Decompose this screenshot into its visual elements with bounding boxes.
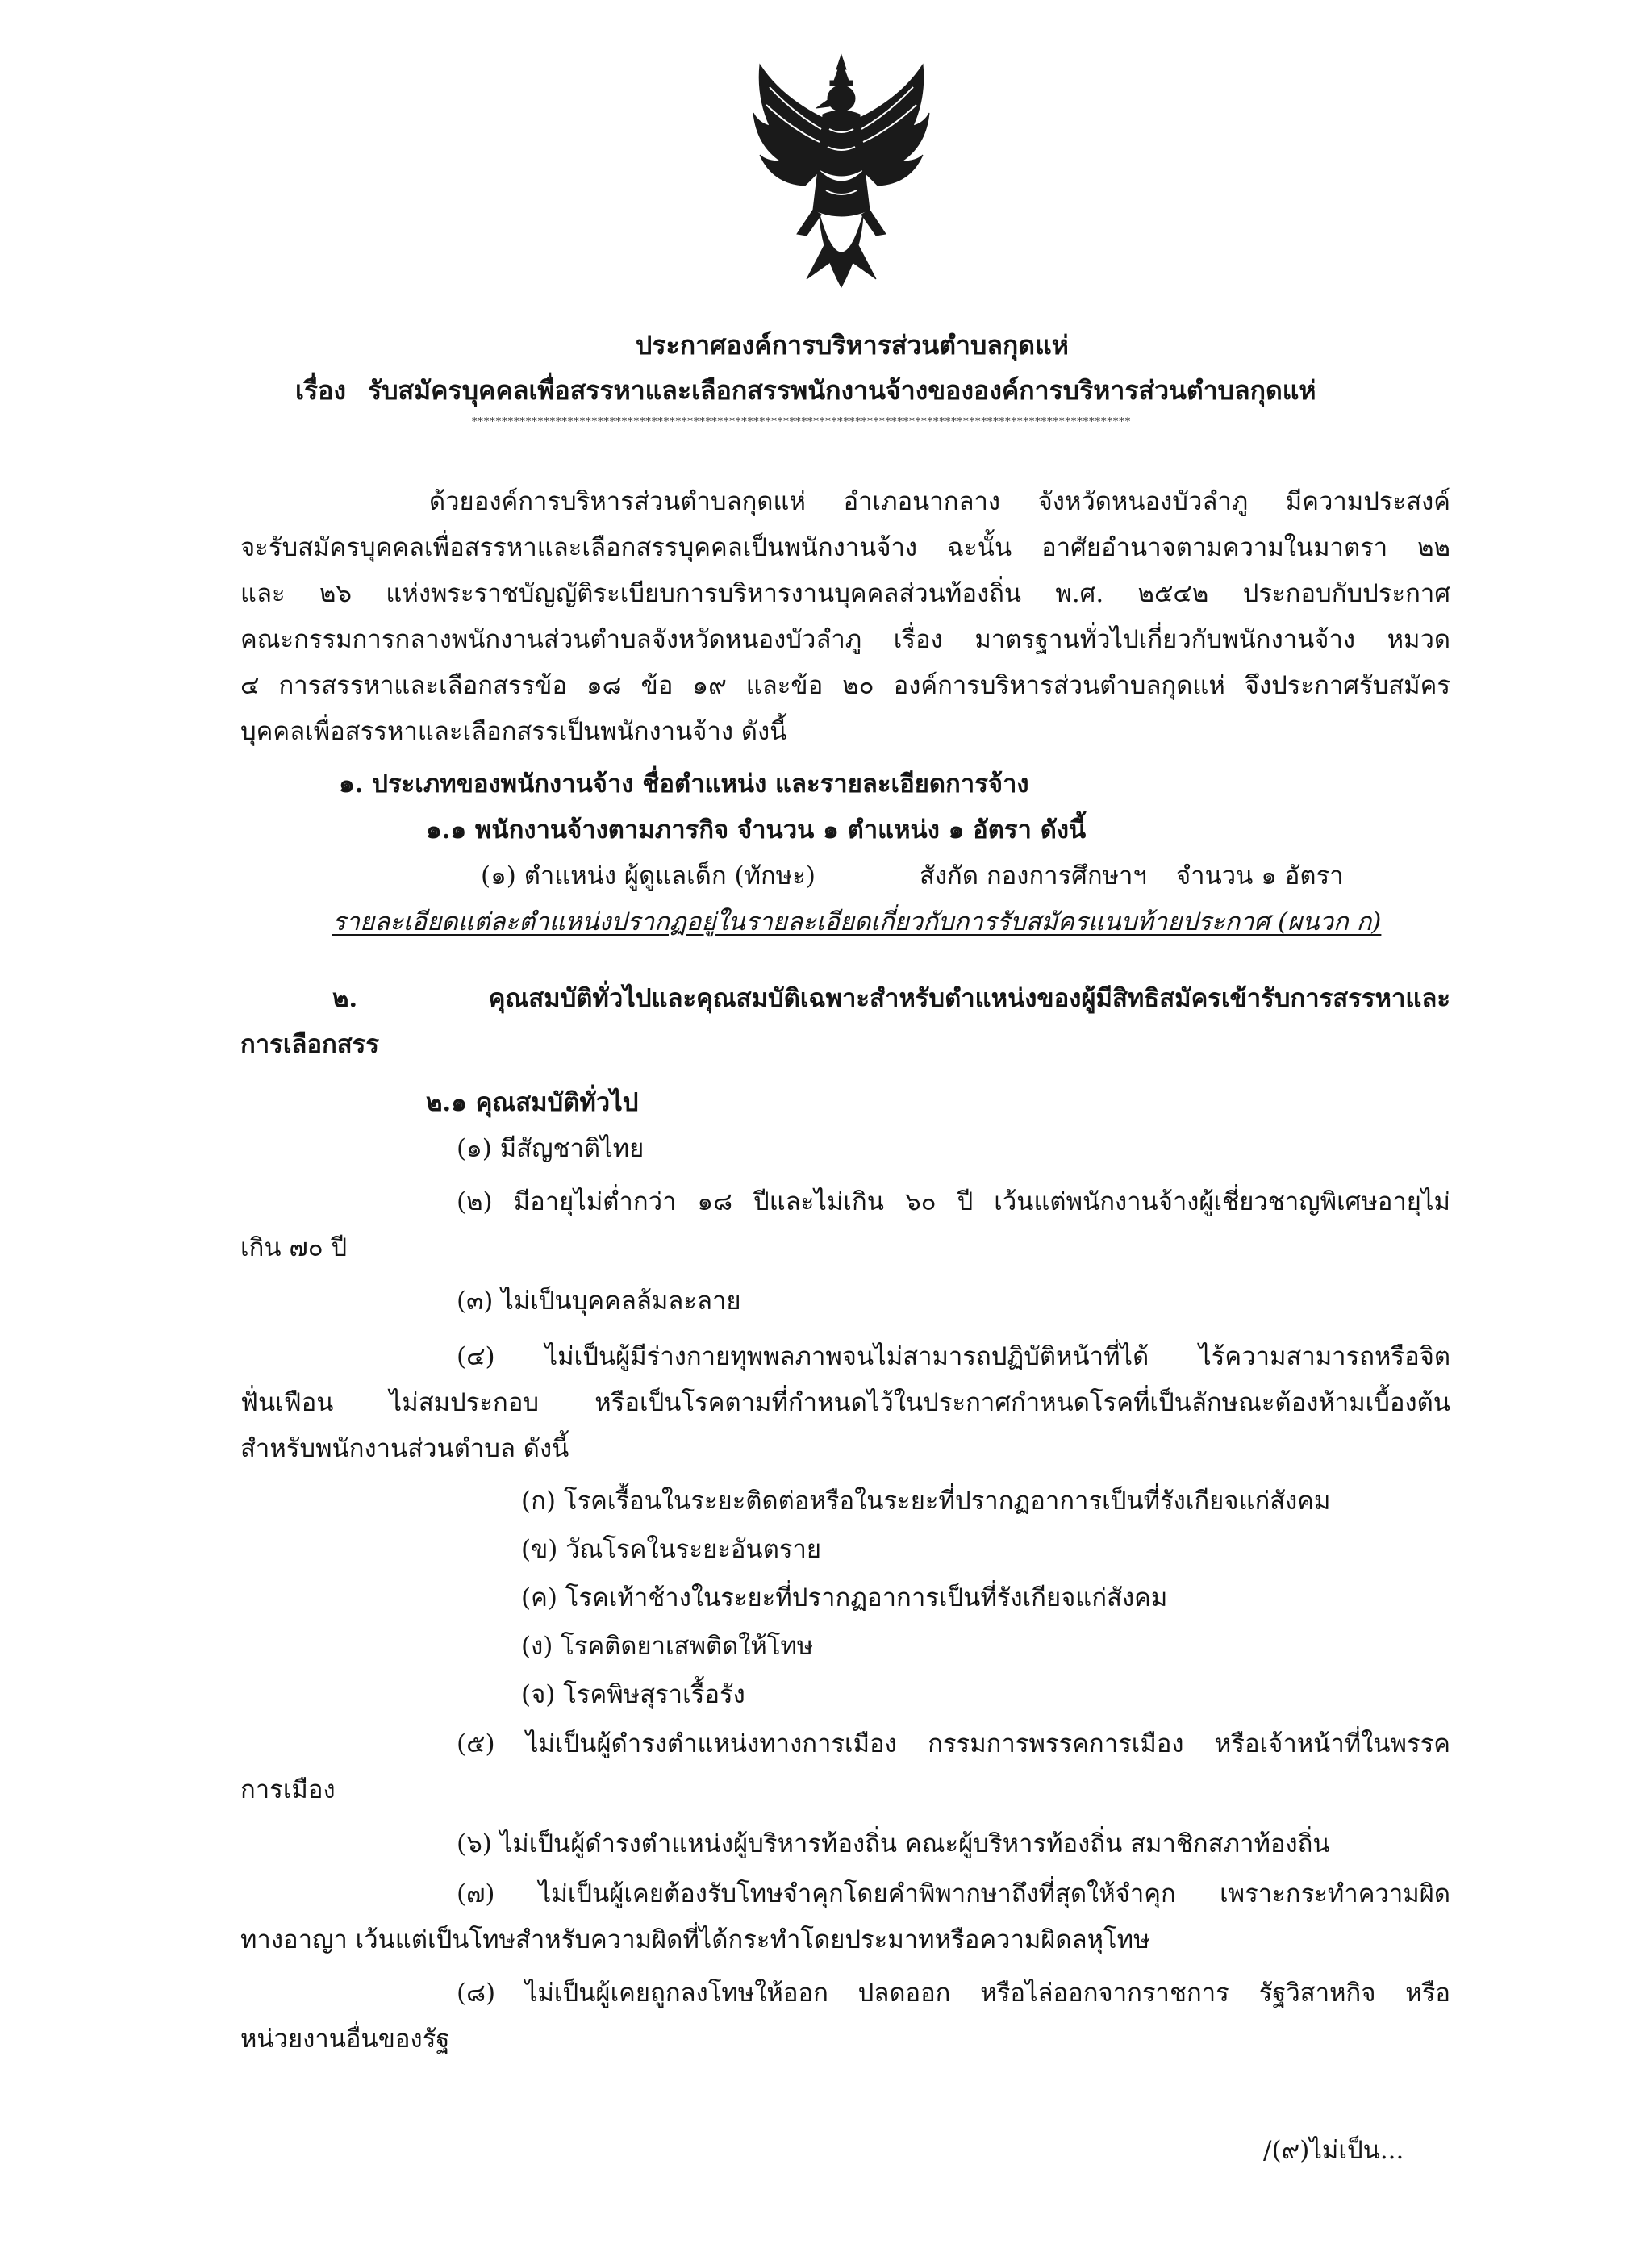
section-1-heading: ๑. ประเภทของพนักงานจ้าง ชื่อตำแหน่ง และรายละเอียดการจ้าง [339, 770, 1029, 799]
qualification-2-line-2: เกิน ๗๐ ปี [240, 1233, 348, 1262]
section-2-heading-line-2: การเลือกสรร [240, 1030, 380, 1059]
document-title: ประกาศองค์การบริหารส่วนตำบลกุดแห่ [636, 330, 1069, 361]
intro-line-2: จะรับสมัครบุคคลเพื่อสรรหาและเลือกสรรบุคคลเป็นพนักงานจ้าง ฉะนั้น อาศัยอำนาจตามความในมาตรา ๒๒ [240, 533, 1450, 562]
qualification-7-line-2: ทางอาญา เว้นแต่เป็นโทษสำหรับความผิดที่ได้กระทำโดยประมาทหรือความผิดลหุโทษ [240, 1925, 1150, 1954]
position-title: (๑) ตำแหน่ง ผู้ดูแลเด็ก (ทักษะ) [481, 861, 816, 891]
intro-line-5: ๔ การสรรหาและเลือกสรรข้อ ๑๘ ข้อ ๑๙ และข้อ ๒๐ องค์การบริหารส่วนตำบลกุดแห่ จึงประกาศรับสมัคร [240, 671, 1450, 700]
qualification-1: (๑) มีสัญชาติไทย [457, 1134, 645, 1163]
position-count: จำนวน ๑ อัตรา [1176, 861, 1344, 891]
section-2-1-heading: ๒.๑ คุณสมบัติทั่วไป [426, 1088, 639, 1117]
qualification-4-line-1: (๔) ไม่เป็นผู้มีร่างกายทุพพลภาพจนไม่สามารถปฏิบัติหน้าที่ได้ ไร้ความสามารถหรือจิต [457, 1342, 1450, 1371]
subject-label: เรื่อง [295, 375, 346, 406]
qualification-5-line-2: การเมือง [240, 1775, 336, 1804]
qualification-8-line-2: หน่วยงานอื่นของรัฐ [240, 2025, 450, 2054]
disease-d: (ง) โรคติดยาเสพติดให้โทษ [521, 1632, 814, 1661]
disease-c: (ค) โรคเท้าช้างในระยะที่ปรากฏอาการเป็นที่รังเกียจแก่สังคม [521, 1583, 1168, 1612]
qualification-5-line-1: (๕) ไม่เป็นผู้ดำรงตำแหน่งทางการเมือง กรรมการพรรคการเมือง หรือเจ้าหน้าที่ในพรรค [457, 1729, 1450, 1758]
continuation-marker: /(๙)ไม่เป็น... [1263, 2136, 1404, 2165]
intro-line-6: บุคคลเพื่อสรรหาและเลือกสรรเป็นพนักงานจ้าง ดังนี้ [240, 717, 787, 746]
disease-e: (จ) โรคพิษสุราเรื้อรัง [521, 1680, 745, 1709]
section-2-heading-line-1: ๒. คุณสมบัติทั่วไปและคุณสมบัติเฉพาะสำหรับตำแหน่งของผู้มีสิทธิสมัครเข้ารับการสรรหาและ [332, 984, 1450, 1013]
qualification-8-line-1: (๘) ไม่เป็นผู้เคยถูกลงโทษให้ออก ปลดออก หรือไล่ออกจากราชการ รัฐวิสาหกิจ หรือ [457, 1979, 1450, 2008]
qualification-3: (๓) ไม่เป็นบุคคลล้มละลาย [457, 1287, 741, 1316]
subject-text: รับสมัครบุคคลเพื่อสรรหาและเลือกสรรพนักงานจ้างขององค์การบริหารส่วนตำบลกุดแห่ [368, 375, 1316, 406]
section-1-1-heading: ๑.๑ พนักงานจ้างตามภารกิจ จำนวน ๑ ตำแหน่ง ๑ อัตรา ดังนี้ [426, 815, 1087, 845]
qualification-4-line-2: ฟั่นเฟือน ไม่สมประกอบ หรือเป็นโรคตามที่กำหนดไว้ในประกาศกำหนดโรคที่เป็นลักษณะต้องห้ามเบื้องต้น [240, 1388, 1450, 1417]
intro-line-1: ด้วยองค์การบริหารส่วนตำบลกุดแห่ อำเภอนากลาง จังหวัดหนองบัวลำภู มีความประสงค์ [429, 487, 1450, 516]
qualification-4-line-3: สำหรับพนักงานส่วนตำบล ดังนี้ [240, 1434, 569, 1463]
garuda-emblem [749, 48, 934, 295]
intro-line-4: คณะกรรมการกลางพนักงานส่วนตำบลจังหวัดหนองบัวลำภู เรื่อง มาตรฐานทั่วไปเกี่ยวกับพนักงานจ้าง หมวด [240, 625, 1450, 654]
intro-line-3: และ ๒๖ แห่งพระราชบัญญัติระเบียบการบริหารงานบุคคลส่วนท้องถิ่น พ.ศ. ๒๕๔๒ ประกอบกับประกาศ [240, 579, 1450, 608]
qualification-2-line-1: (๒) มีอายุไม่ต่ำกว่า ๑๘ ปีและไม่เกิน ๖๐ ปี เว้นแต่พนักงานจ้างผู้เชี่ยวชาญพิเศษอายุไม่ [457, 1187, 1450, 1216]
separator-line: ************************************************************************************************************** [471, 417, 1131, 427]
qualification-6: (๖) ไม่เป็นผู้ดำรงตำแหน่งผู้บริหารท้องถิ่น คณะผู้บริหารท้องถิ่น สมาชิกสภาท้องถิ่น [457, 1829, 1330, 1858]
disease-b: (ข) วัณโรคในระยะอันตราย [521, 1535, 822, 1564]
disease-a: (ก) โรคเรื้อนในระยะติดต่อหรือในระยะที่ปรากฏอาการเป็นที่รังเกียจแก่สังคม [521, 1487, 1331, 1516]
qualification-7-line-1: (๗) ไม่เป็นผู้เคยต้องรับโทษจำคุกโดยคำพิพากษาถึงที่สุดให้จำคุก เพราะกระทำความผิด [457, 1879, 1450, 1908]
position-affiliation: สังกัด กองการศึกษาฯ [920, 861, 1147, 891]
details-note: รายละเอียดแต่ละตำแหน่งปรากฏอยู่ในรายละเอียดเกี่ยวกับการรับสมัครแนบท้ายประกาศ (ผนวก ก) [332, 907, 1382, 936]
